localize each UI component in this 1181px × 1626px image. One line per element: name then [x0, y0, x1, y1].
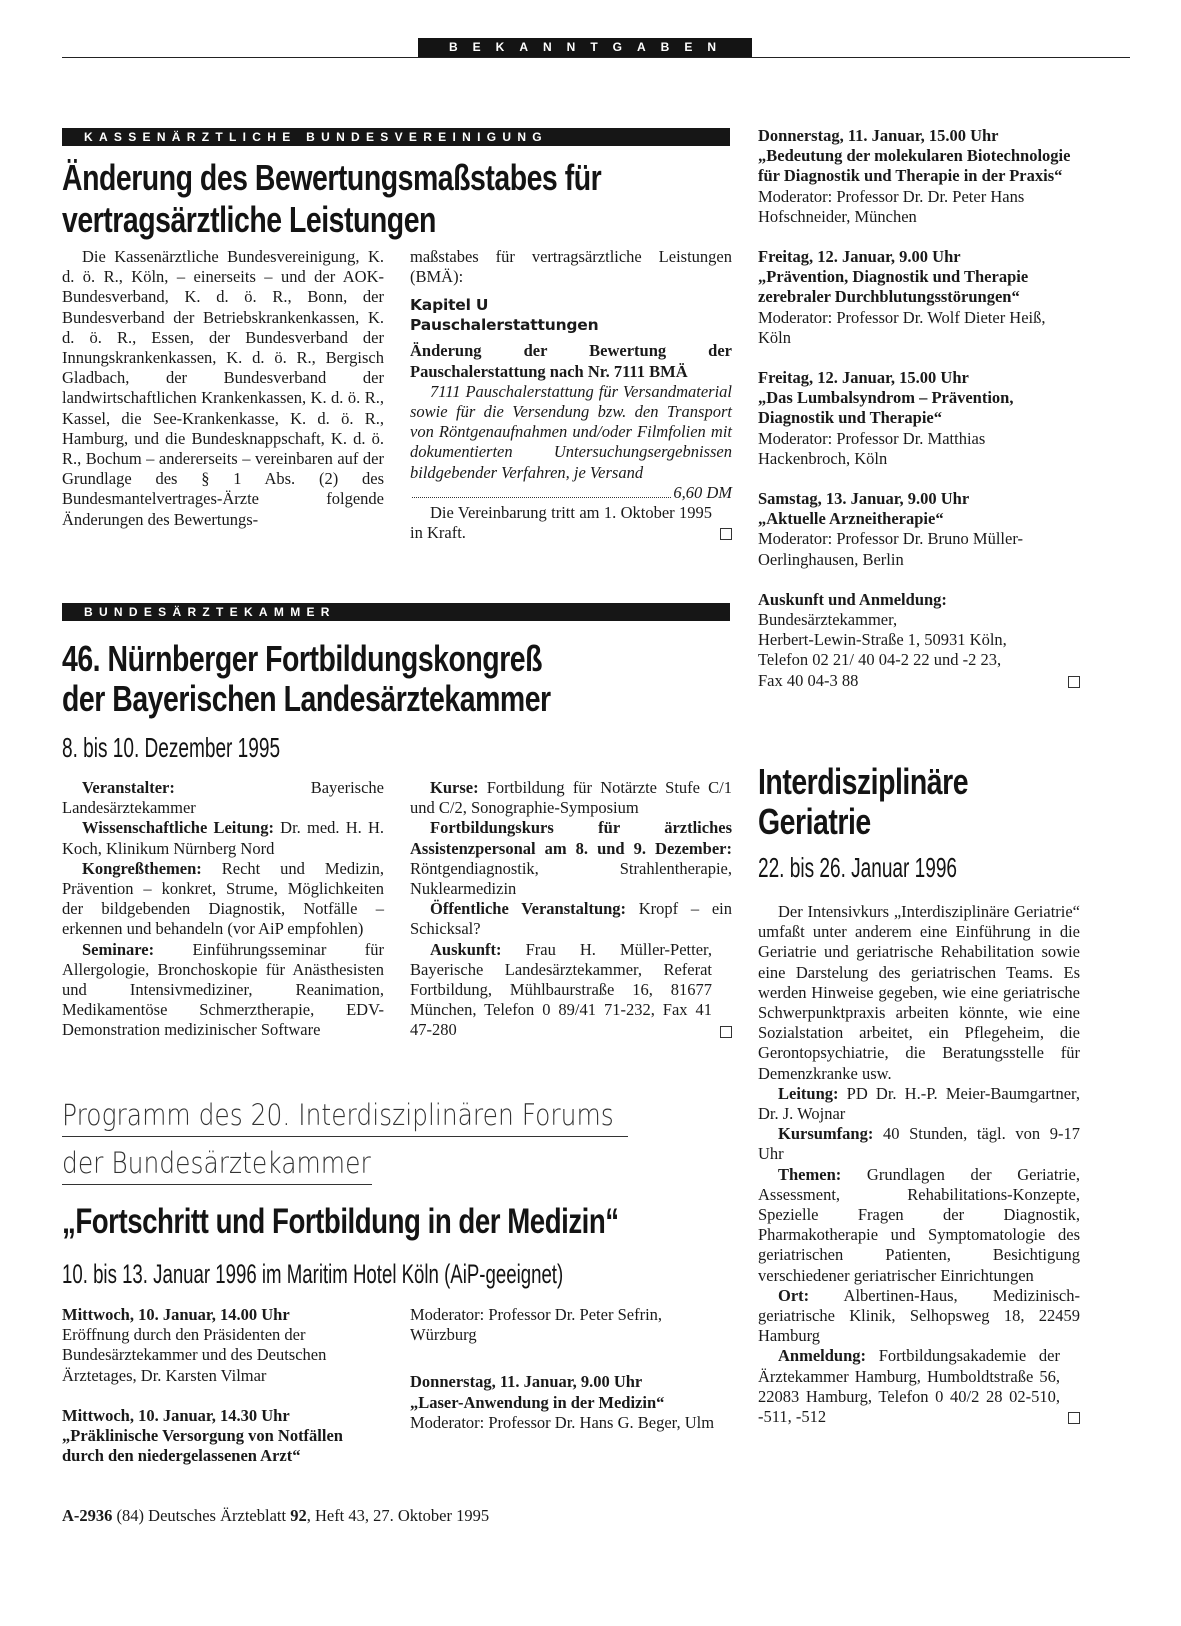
- baek-topics-text: Recht und Medizin, Prävention – konkret, Strume, Möglichkeiten der bildgebenden Diagnostik, Notfälle – erkennen und behandeln (vor AiP empfohlen): [62, 858, 384, 939]
- kbv-closing-text: Die Vereinbarung tritt am 1. Oktober 1995 in Kraft.: [410, 503, 712, 543]
- forum-contact: [758, 590, 1080, 691]
- event-date: Mittwoch, 10. Januar, 14.30 Uhr: [62, 1405, 290, 1425]
- event-date: Samstag, 13. Januar, 9.00 Uhr: [758, 489, 970, 509]
- contact-line: Telefon 02 21/ 40 04-2 22 und -2 23,: [758, 650, 1002, 670]
- baek-organizer-text: Bayerische Landesärztekammer: [62, 778, 384, 818]
- forum-left-column: [62, 1305, 384, 1486]
- forum-dates: 10. bis 13. Januar 1996 im Maritim Hotel Köln (AiP-geeignet): [62, 1259, 564, 1289]
- baek-scientific-lead-label: Wissenschaftliche Leitung:: [82, 818, 274, 838]
- geriatrie-topics-label: Themen:: [778, 1164, 842, 1184]
- page-number: A-2936: [62, 1506, 113, 1525]
- kbv-item-price: 6,60 DM: [673, 482, 732, 502]
- baek-column-2: [410, 778, 732, 1041]
- event-date: Donnerstag, 11. Januar, 15.00 Uhr: [758, 126, 999, 145]
- kbv-item-price-row: [410, 483, 732, 503]
- event-date: Freitag, 12. Januar, 9.00 Uhr: [758, 247, 961, 267]
- event-title: „Laser-Anwendung in der Medizin“: [410, 1392, 665, 1412]
- event-text: Moderator: Professor Dr. Matthias Hackenbroch, Köln: [758, 428, 986, 468]
- event-text: Moderator: Professor Dr. Peter Sefrin, Würzburg: [410, 1305, 663, 1345]
- event-title: „Aktuelle Arzneitherapie“: [758, 509, 944, 529]
- geriatrie-registration-text: Fortbildungsakademie der Ärztekammer Hamburg, Humboldtstraße 56, 22083 Hamburg, Telefon 0 40/2 28 02-510, -511, -512: [758, 1346, 1060, 1427]
- page-footer: [62, 1506, 489, 1526]
- geriatrie-intro: Der Intensivkurs „Interdisziplinäre Geriatrie“ umfaßt unter anderem eine Einführung in die Geriatrie und geriatrische Rehabilitation sowie eine Darstelung des geriatrischen Teams. Es werden Hinweise gegeben, wie eine geriatrische Schwerpunktpraxis arbeiten könnte, wie eine Sozialstation arbeitet, ein Pflegeheim, die Gerontopsychiatrie, die Beratungsstelle für Demenzkranke usw.: [758, 902, 1080, 1083]
- kbv-change-title: Änderung der Bewertung der Pauschalerstattung nach Nr. 7111 BMÄ: [410, 341, 732, 381]
- geriatrie-duration-label: Kursumfang:: [778, 1124, 874, 1144]
- contact-line: Herbert-Lewin-Straße 1, 50931 Köln,: [758, 630, 1007, 650]
- section-bar-baek: BUNDESÄRZTEKAMMER: [62, 603, 730, 621]
- forum-right-column: [758, 126, 1080, 691]
- event-date: Freitag, 12. Januar, 15.00 Uhr: [758, 368, 969, 388]
- kbv-chapter-subtitle: Pauschalerstattungen: [410, 316, 599, 335]
- baek-organizer-label: Veranstalter:: [82, 778, 175, 797]
- kbv-agreement-text: Die Kassenärztliche Bundesvereinigung, K. d. ö. R., Köln, – einerseits – und der AOK-Bundesverband, K. d. ö. R., Bonn, der Bundesverband der Betriebskrankenkassen, K. d. ö. R., Essen, der Bundesverband der Innungskrankenkassen, K. d. ö. R., Bergisch Gladbach, der Bundesverband der landwirtschaftlichen Krankenkassen, K. d. ö. R., Kassel, die See-Krankenkasse, K. d. ö. R., Hamburg, und die Bundesknappschaft, K. d. ö. R., Bochum – andererseits – vereinbaren auf der Grundlage des § 1 Abs. (2) des Bundesmantelvertrages-Ärzte folgende Änderungen des Bewertungs-: [62, 247, 384, 529]
- geriatrie-lead-text: PD Dr. H.-P. Meier-Baumgartner, Dr. J. Wojnar: [758, 1083, 1080, 1124]
- baek-assist-course-text: Röntgendiagnostik, Strahlentherapie, Nuklearmedizin: [410, 858, 732, 899]
- event-title: „Präklinische Versorgung von Notfällen durch den niedergelassenen Arzt“: [62, 1426, 343, 1466]
- forum-event-continuation: [410, 1305, 732, 1345]
- baek-public-event-text: Kropf – ein Schicksal?: [410, 899, 732, 939]
- kbv-headline-line-1: Änderung des Bewertungsmaßstabes für: [62, 157, 602, 198]
- geriatrie-dates: 22. bis 26. Januar 1996: [758, 852, 958, 883]
- dotted-leader: [412, 483, 671, 498]
- forum-title-rule-1: [62, 1136, 628, 1137]
- forum-event: [758, 247, 1080, 348]
- event-title: „Prävention, Diagnostik und Therapie zerebraler Durchblutungsstörungen“: [758, 267, 1029, 307]
- contact-line: Bundesärztekammer,: [758, 610, 898, 630]
- forum-event: [62, 1305, 384, 1386]
- baek-assist-course-label: Fortbildungskurs für ärztliches Assistenzpersonal am 8. und 9. Dezember:: [410, 818, 732, 858]
- baek-courses-text: Fortbildung für Notärzte Stufe C/1 und C/2, Sonographie-Symposium: [410, 778, 732, 818]
- end-box-icon: [1068, 676, 1080, 688]
- event-text: Moderator: Professor Dr. Bruno Müller-Oerlinghausen, Berlin: [758, 529, 1023, 569]
- geriatrie-location-text: Albertinen-Haus, Medizinisch-geriatrische Klinik, Selhopsweg 18, 22459 Hamburg: [758, 1285, 1080, 1346]
- geriatrie-duration-text: 40 Stunden, tägl. von 9-17 Uhr: [758, 1124, 1080, 1164]
- forum-headline: „Fortschritt und Fortbildung in der Medizin“: [62, 1202, 619, 1241]
- baek-column-1: [62, 778, 384, 1041]
- baek-topics-label: Kongreßthemen:: [82, 858, 202, 878]
- contact-label: Auskunft und Anmeldung:: [758, 589, 947, 609]
- geriatrie-lead-label: Leitung:: [778, 1083, 839, 1103]
- kbv-chapter-title: Kapitel U: [410, 296, 489, 315]
- event-title: „Das Lumbalsyndrom – Prävention, Diagnostik und Therapie“: [758, 388, 1014, 428]
- forum-event: [62, 1406, 384, 1467]
- top-rule: [62, 57, 1130, 58]
- baek-info-label: Auskunft:: [430, 939, 502, 959]
- geriatrie-headline-line-1: Interdisziplinäre: [758, 761, 969, 802]
- baek-scientific-lead-text: Dr. med. H. H. Koch, Klinikum Nürnberg Nord: [62, 818, 384, 858]
- geriatrie-registration-label: Anmeldung:: [778, 1346, 867, 1366]
- footer-volume: 92: [290, 1506, 307, 1525]
- baek-seminars-text: Einführungsseminar für Allergologie, Bronchoskopie für Anästhesisten und Intensivmediziner, Reanimation, Medikamentöse Schmerztherapie, EDV-Demonstration medizinischer Software: [62, 939, 384, 1040]
- baek-courses-label: Kurse:: [430, 778, 479, 797]
- end-box-icon: [720, 528, 732, 540]
- event-date: Donnerstag, 11. Januar, 9.00 Uhr: [410, 1372, 643, 1392]
- event-text: Moderator: Professor Dr. Wolf Dieter Heiß, Köln: [758, 307, 1046, 347]
- kbv-column-1: [62, 247, 384, 530]
- kbv-headline-line-2: vertragsärztliche Leistungen: [62, 199, 436, 240]
- baek-headline-line-2: der Bayerischen Landesärztekammer: [62, 678, 551, 719]
- section-bar-kbv: KASSENÄRZTLICHE BUNDESVEREINIGUNG: [62, 128, 730, 146]
- event-text: Moderator: Professor Dr. Hans G. Beger, Ulm: [410, 1412, 715, 1432]
- forum-title-line-2: der Bundesärztekammer: [62, 1146, 371, 1180]
- section-band-bekanntgaben: BEKANNTGABEN: [418, 38, 752, 57]
- footer-issue: , Heft 43, 27. Oktober 1995: [306, 1506, 490, 1525]
- end-box-icon: [720, 1026, 732, 1038]
- baek-seminars-label: Seminare:: [82, 939, 155, 959]
- forum-event: [758, 368, 1080, 469]
- baek-dates: 8. bis 10. Dezember 1995: [62, 732, 281, 763]
- contact-line: Fax 40 04-3 88: [758, 670, 859, 690]
- end-box-icon: [1068, 1412, 1080, 1424]
- footer-publication: (84) Deutsches Ärzteblatt: [112, 1506, 291, 1525]
- event-text: Moderator: Professor Dr. Dr. Peter Hans Hofschneider, München: [758, 186, 1025, 226]
- kbv-column-2: [410, 247, 732, 543]
- forum-event: [758, 489, 1080, 570]
- baek-public-event-label: Öffentliche Veranstaltung:: [430, 899, 627, 919]
- geriatrie-column: [758, 902, 1080, 1427]
- baek-info-text: Frau H. Müller-Petter, Bayerische Landesärztekammer, Referat Fortbildung, Mühlbaurstraße 16, 81677 München, Telefon 0 89/41 71-232, Fax 41 47-280: [410, 939, 712, 1040]
- forum-middle-column: [410, 1305, 732, 1453]
- event-title: „Bedeutung der molekularen Biotechnologie für Diagnostik und Therapie in der Praxis“: [758, 146, 1071, 186]
- kbv-item-text: 7111 Pauschalerstattung für Versandmaterial sowie für die Versendung bzw. den Transport von Röntgenaufnahmen und/oder Filmfolien mit dokumentierten Untersuchungsergebnissen bildgebender Verfahren, je Versand: [410, 381, 732, 482]
- forum-event: [410, 1372, 732, 1433]
- forum-title-rule-2: [62, 1184, 372, 1185]
- baek-headline-line-1: 46. Nürnberger Fortbildungskongreß: [62, 638, 543, 679]
- event-date: Mittwoch, 10. Januar, 14.00 Uhr: [62, 1305, 290, 1324]
- geriatrie-location-label: Ort:: [778, 1285, 810, 1305]
- forum-title-line-1: Programm des 20. Interdisziplinären Forums: [62, 1098, 614, 1132]
- geriatrie-headline-line-2: Geriatrie: [758, 801, 871, 842]
- forum-event: [758, 126, 1080, 227]
- event-text: Eröffnung durch den Präsidenten der Bundesärztekammer und des Deutschen Ärztetages, Dr. Karsten Vilmar: [62, 1325, 327, 1385]
- geriatrie-topics-text: Grundlagen der Geriatrie, Assessment, Rehabilitations-Konzepte, Spezielle Fragen der Diagnostik, Pharmakotherapie und Symptomatologie des geriatrischen Patienten, Besichtigung verschiedener geriatrischer Einrichtungen: [758, 1164, 1080, 1285]
- kbv-intro-text: maßstabes für vertragsärztliche Leistungen (BMÄ):: [410, 247, 732, 287]
